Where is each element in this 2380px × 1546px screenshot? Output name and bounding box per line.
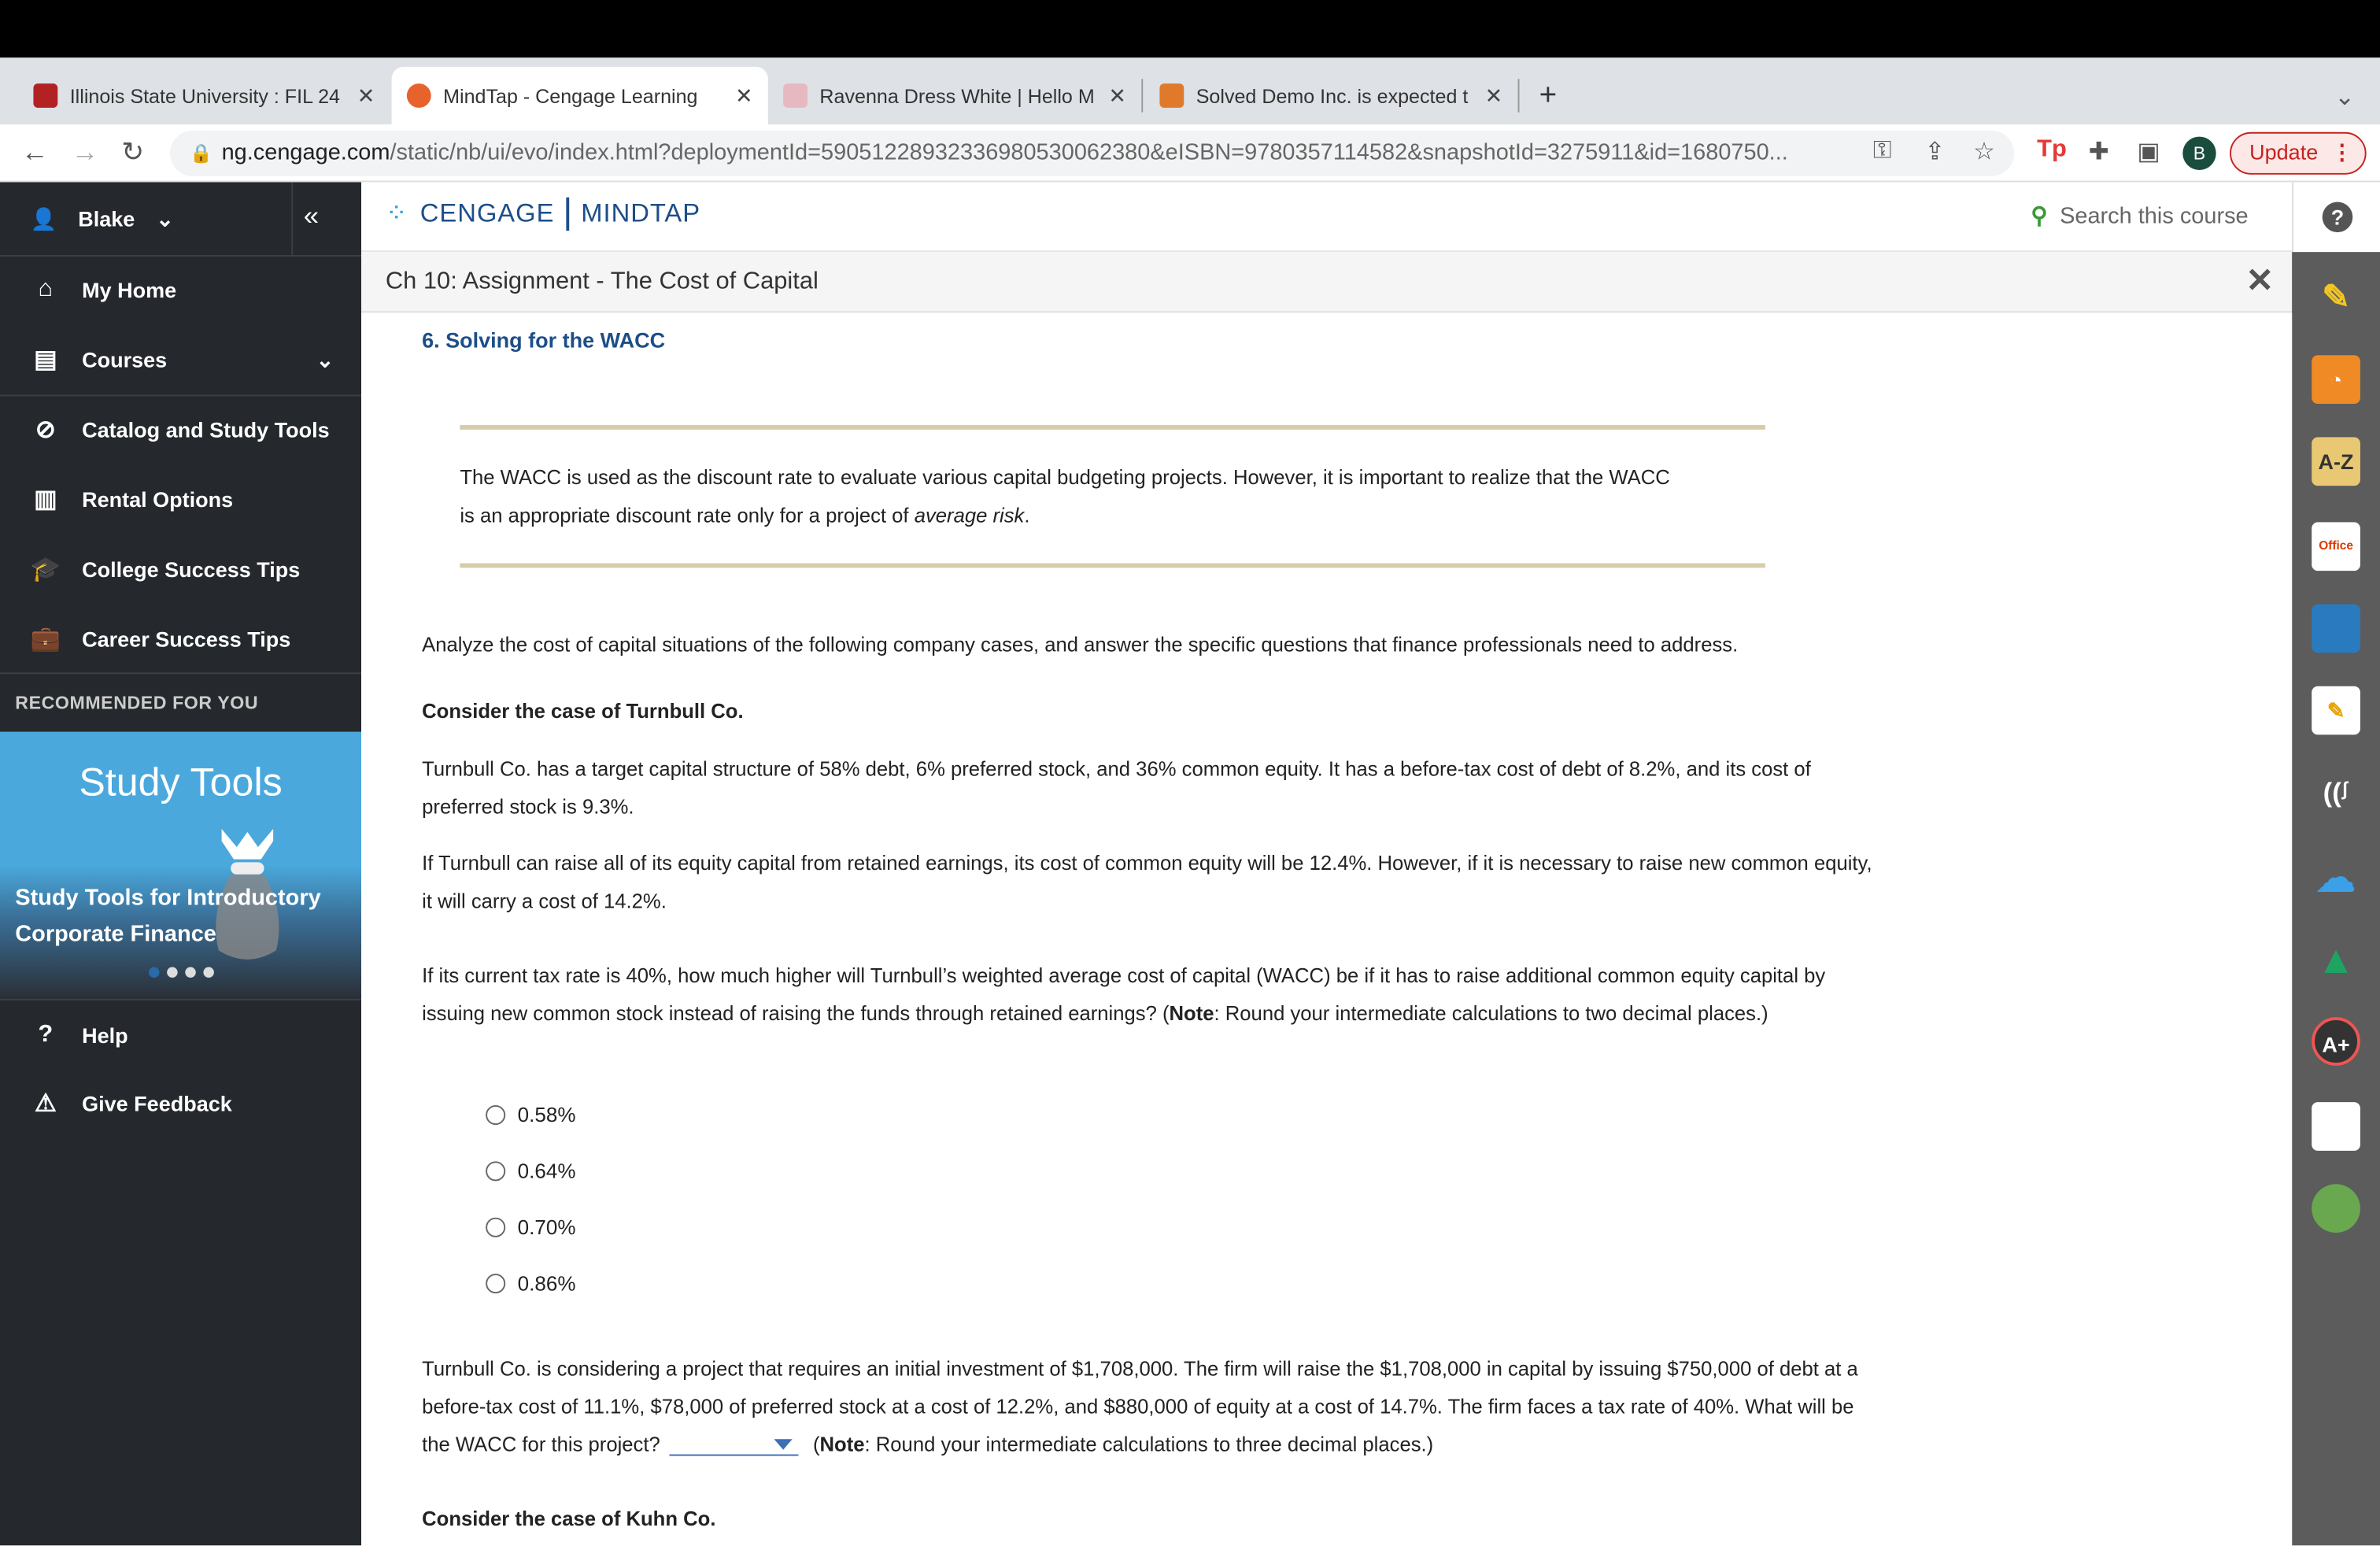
sidebar-item-rental-options[interactable]: ▥ Rental Options (0, 464, 361, 534)
sidebar (0, 182, 361, 1545)
option-radio[interactable]: 0.86% (486, 1272, 575, 1295)
tab-chegg-solved[interactable]: Solved Demo Inc. is expected t ✕ (1144, 67, 1517, 124)
hello-molly-favicon-icon (783, 83, 808, 108)
cengage-mindtap-logo[interactable]: ⁘ CENGAGE MINDTAP (386, 198, 700, 231)
callout-rule-bottom (460, 563, 1765, 568)
screen-top-bar (0, 0, 2380, 57)
reload-icon[interactable]: ↻ (121, 136, 145, 168)
menu-kebab-icon: ⋮ (2331, 139, 2353, 165)
sidebar-item-feedback[interactable]: ⚠ Give Feedback (0, 1069, 361, 1139)
readspeaker-icon[interactable]: ((ᶴ (2323, 777, 2349, 808)
back-icon[interactable]: ← (20, 136, 49, 168)
book-icon: ▤ (34, 347, 57, 374)
aplia-icon[interactable]: A+ (2312, 1017, 2360, 1066)
pencil-icon[interactable]: ✎ (2322, 277, 2350, 316)
sidebar-item-college-success[interactable]: 🎓 College Success Tips (0, 534, 361, 605)
share-icon[interactable]: ⇪ (1924, 139, 1946, 166)
tab-strip (0, 57, 2380, 124)
new-tab-icon[interactable]: + (1539, 79, 1558, 113)
recommended-heading: RECOMMENDED FOR YOU (15, 692, 259, 714)
option-radio[interactable]: 0.64% (486, 1160, 575, 1182)
assignment-title-bar (361, 252, 2292, 313)
sidebar-item-my-home[interactable]: ⌂ My Home (0, 255, 361, 325)
help-circle-icon: ? (38, 1021, 54, 1048)
close-icon[interactable]: ✕ (2245, 261, 2274, 299)
option-radio[interactable]: 0.70% (486, 1216, 575, 1239)
graduation-cap-icon: 🎓 (30, 557, 61, 583)
search-course-button[interactable]: ⚲ Search this course (2031, 202, 2249, 230)
chegg-favicon-icon (1159, 83, 1184, 108)
app-header (361, 182, 2292, 252)
profile-avatar[interactable]: B (2182, 137, 2216, 170)
callout-rule-top (460, 425, 1765, 430)
chevron-down-icon: ⌄ (316, 346, 334, 372)
tab-mindtap[interactable]: MindTap - Cengage Learning ✕ (392, 67, 768, 124)
study-tools-promo[interactable]: Study Tools Study Tools for Introductory Corporate Finance (0, 732, 361, 999)
sidebar-item-help[interactable]: ? Help (0, 1000, 361, 1071)
cengage-logo-icon: ⁘ (385, 198, 408, 228)
side-panel-icon[interactable]: ▣ (2137, 139, 2160, 166)
app-dock-rail (2292, 252, 2380, 1545)
update-button[interactable]: Update ⋮ (2230, 132, 2367, 175)
feedback-icon: ⚠ (35, 1091, 57, 1118)
tab-ravenna-dress[interactable]: Ravenna Dress White | Hello M ✕ (768, 67, 1141, 124)
google-drive-icon[interactable]: ▲ (2316, 936, 2356, 982)
assignment-content: 6. Solving for the WACC The WACC is used as the discount rate to evaluate various capital budgeting projects. However, it is important to realize that the WACC is an appropriate discount rate only for a project of average risk. Analyze the cost of capital situations of the following company cases, and answer the specific questions that finance professionals need to address. Consider the case of Turnbull Co. Turnbull Co. has a target capital structure of 58% debt, 6% preferred stock, and 36% common equity. It has a before-tax cost of debt of 8.2%, and its cost of preferred stock is 9.3%. If Turnbull can raise all of its equity capital from retained earnings, its cost of common equity will be 12.4%. However, if it is necessary to raise new common equity, it will carry a cost of 14.2%. If its current tax rate is 40%, how much higher will Turnbull’s weighted average cost of capital (WACC) be if it has to raise additional common equity capital by issuing new common stock instead of raising the funds through retained earnings? (Note: Round your intermediate calculations to two decimal places.) 0.58% 0.64% 0.70% 0.86% Turnbull Co. is considering a project that requires an initial investment of $1,708,000. The firm will raise the $1,708,000 in capital by issuing $750,000 of debt at a before-tax cost of 11.1%, $78,000 of preferred stock at a cost of 12.2%, and $880,000 of equity at a cost of 14.7%. The firm faces a tax rate of 40%. What will be the WACC for this project? (Note: Round your intermediate calculations to three decimal places.) Consider the case of Kuhn Co. (361, 313, 2292, 1545)
lock-icon: 🔒 (190, 142, 213, 165)
home-icon: ⌂ (38, 276, 54, 302)
extensions-puzzle-icon[interactable]: ✚ (2088, 139, 2109, 166)
chevron-down-icon: ⌄ (156, 205, 174, 231)
book-open-icon: ▥ (34, 487, 57, 513)
callout-text: The WACC is used as the discount rate to evaluate various capital budgeting projects. However, it is important to realize that the WACC is an appropriate discount rate only for a project of average risk. (460, 466, 1670, 527)
close-tab-icon[interactable]: ✕ (1484, 83, 1503, 107)
profile-circle-icon[interactable] (2312, 1184, 2360, 1233)
rss-icon[interactable]: ◔ (2312, 355, 2360, 404)
question-heading: 6. Solving for the WACC (422, 327, 666, 353)
notes-icon[interactable]: ✎ (2312, 686, 2360, 735)
user-menu[interactable]: 👤 Blake ⌄ (0, 182, 293, 255)
compass-icon: ⊘ (35, 417, 56, 444)
sidebar-item-career-success[interactable]: 💼 Career Success Tips (0, 605, 361, 675)
cardinal-favicon-icon (33, 83, 57, 108)
url-input[interactable]: 🔒 ng.cengage.com/static/nb/ui/evo/index.html?deploymentId=5905122893233698053006238​0&eISBN=9780357114582&snapshotId=3275911&id=1680750... (170, 131, 2014, 176)
office-icon[interactable]: Office (2312, 522, 2360, 571)
forward-icon[interactable]: → (71, 136, 99, 168)
briefcase-icon: 💼 (30, 627, 61, 653)
carousel-dots[interactable] (149, 967, 214, 978)
sidebar-item-courses[interactable]: ▤ Courses ⌄ (0, 325, 361, 395)
a-z-glossary-icon[interactable]: A-Z (2312, 437, 2360, 486)
ebook-icon[interactable] (2312, 605, 2360, 653)
tab-search-chevron-icon[interactable]: ⌄ (2334, 84, 2355, 111)
tab-illinois-state[interactable]: Illinois State University : FIL 24 ✕ (18, 67, 390, 124)
option-radio[interactable]: 0.58% (486, 1104, 575, 1126)
help-icon[interactable]: ? (2323, 202, 2353, 232)
bookmark-star-icon[interactable]: ☆ (1973, 139, 1995, 166)
wacc-answer-dropdown[interactable] (669, 1435, 798, 1456)
sidebar-item-catalog[interactable]: ⊘ Catalog and Study Tools (0, 394, 361, 464)
close-tab-icon[interactable]: ✕ (1108, 83, 1126, 107)
collapse-sidebar-icon[interactable]: « (303, 200, 320, 231)
address-bar-row (0, 124, 2380, 182)
tp-extension-icon[interactable]: Tp (2037, 136, 2067, 163)
cengage-favicon-icon (407, 83, 431, 108)
close-tab-icon[interactable]: ✕ (357, 83, 375, 107)
onedrive-cloud-icon[interactable]: ☁ (2315, 854, 2356, 901)
assignment-title: Ch 10: Assignment - The Cost of Capital (385, 268, 819, 295)
key-icon[interactable]: ⚿ (1872, 138, 1892, 165)
search-icon: ⚲ (2031, 203, 2048, 230)
user-icon: 👤 (30, 205, 57, 231)
close-tab-icon[interactable]: ✕ (734, 83, 753, 107)
flashcards-icon[interactable] (2312, 1102, 2360, 1151)
